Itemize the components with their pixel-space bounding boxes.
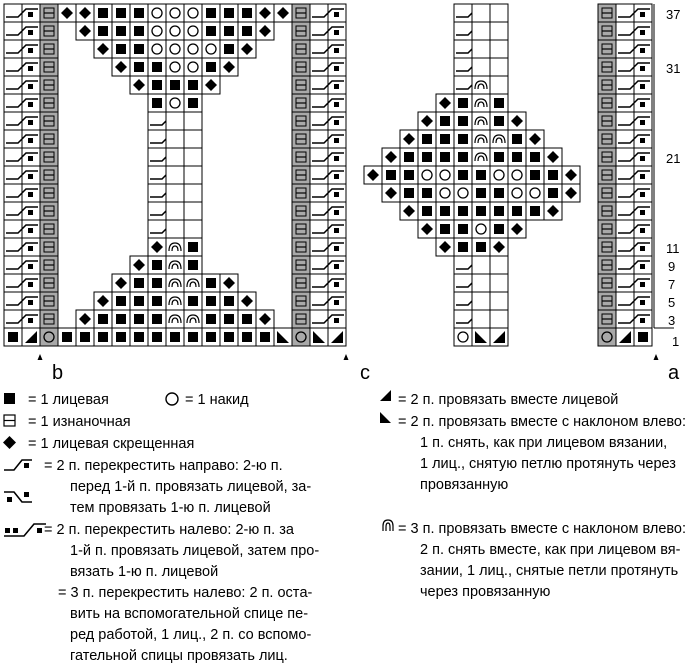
symbol-k — [422, 152, 432, 162]
chart-cell — [166, 220, 184, 238]
symbol-k — [98, 314, 108, 324]
symbol-k — [242, 314, 252, 324]
chart-cell — [454, 310, 472, 328]
chart-cell — [166, 40, 184, 58]
chart-cell — [490, 58, 508, 76]
symbol-k — [530, 152, 540, 162]
legend-sk2p-2: 2 п. снять вместе, как при лицевом вя- — [420, 542, 681, 558]
chart-cell — [184, 22, 202, 40]
chart-cell — [454, 4, 472, 22]
symbol-k — [224, 8, 234, 18]
chart-cell — [454, 22, 472, 40]
symbol-k — [188, 80, 198, 90]
chart-cell — [616, 4, 634, 22]
legend-knit: = 1 лицевая — [28, 392, 109, 408]
chart-cell — [166, 292, 184, 310]
symbol-k — [116, 8, 126, 18]
chart-cell — [454, 76, 472, 94]
symbol-k — [116, 332, 126, 342]
chart-cell — [310, 4, 328, 22]
symbol-k — [206, 278, 216, 288]
chart-cell — [310, 148, 328, 166]
legend-ssk-2: 1 п. снять, как при лицевом вязании, — [420, 435, 668, 451]
chart-cell — [184, 112, 202, 130]
chart-cell — [616, 220, 634, 238]
chart-cell — [166, 58, 184, 76]
symbol-k — [440, 134, 450, 144]
chart-cell — [616, 238, 634, 256]
chart-cell — [310, 310, 328, 328]
chart-cell — [616, 130, 634, 148]
symbol-k — [188, 296, 198, 306]
symbol-k — [494, 206, 504, 216]
chart-cell — [166, 238, 184, 256]
chart-cell — [4, 274, 22, 292]
marker-b: b — [52, 362, 64, 384]
chart-cell — [616, 292, 634, 310]
symbol-k — [242, 8, 252, 18]
chart-cell — [148, 4, 166, 22]
chart-cell — [310, 166, 328, 184]
chart-cell — [148, 40, 166, 58]
chart-cell — [166, 94, 184, 112]
chart-cell — [4, 94, 22, 112]
chart-cell — [202, 40, 220, 58]
legend-cross-left-1: = 2 п. перекрестить налево: 2-ю п. за — [44, 522, 294, 538]
chart-cell — [184, 58, 202, 76]
symbol-k — [116, 26, 126, 36]
chart-cell — [184, 40, 202, 58]
chart-cell — [166, 148, 184, 166]
symbol-k — [440, 152, 450, 162]
chart-cell — [310, 256, 328, 274]
row-number-9: 9 — [668, 259, 676, 274]
symbol-k — [8, 332, 18, 342]
chart-cell — [472, 76, 490, 94]
chart-cell — [616, 22, 634, 40]
symbol-k — [152, 98, 162, 108]
row-number-7: 7 — [668, 277, 676, 292]
chart-cell — [148, 184, 166, 202]
chart-cell — [616, 94, 634, 112]
chart-cell — [4, 256, 22, 274]
chart-cell — [472, 292, 490, 310]
chart-cell — [490, 22, 508, 40]
symbol-k — [476, 170, 486, 180]
symbol-k — [422, 134, 432, 144]
chart-cell — [148, 112, 166, 130]
row-number-5: 5 — [668, 295, 676, 310]
symbol-k — [134, 62, 144, 72]
chart-cell — [4, 40, 22, 58]
legend-cross-right-2: перед 1-й п. провязать лицевой, за- — [70, 479, 312, 495]
chart-cell — [166, 184, 184, 202]
chart-cell — [616, 310, 634, 328]
chart-cell — [148, 130, 166, 148]
symbol-k — [152, 296, 162, 306]
symbol-k — [134, 26, 144, 36]
chart-cell — [310, 274, 328, 292]
chart-cell — [490, 292, 508, 310]
chart-cell — [616, 40, 634, 58]
knit-square-icon — [4, 393, 15, 404]
chart-cell — [490, 4, 508, 22]
chart-cell — [526, 184, 544, 202]
chart-cell — [616, 166, 634, 184]
marker-a: a — [668, 362, 680, 384]
symbol-k — [386, 170, 396, 180]
legend-cross3-2: вить на вспомогательной спице пе- — [70, 606, 309, 622]
symbol-k — [98, 8, 108, 18]
symbol-k — [224, 44, 234, 54]
symbol-k — [98, 332, 108, 342]
chart-cell — [472, 274, 490, 292]
row-number-31: 31 — [666, 61, 681, 76]
symbol-k — [512, 152, 522, 162]
marker-c: c — [360, 362, 370, 384]
chart-cell — [508, 184, 526, 202]
row-number-37: 37 — [666, 7, 681, 22]
chart-cell — [292, 328, 310, 346]
symbol-k — [440, 206, 450, 216]
legend-sk2p-4: через провязанную — [420, 584, 551, 600]
symbol-k — [206, 314, 216, 324]
chart-cell — [4, 184, 22, 202]
symbol-k — [458, 242, 468, 252]
row-number-21: 21 — [666, 151, 681, 166]
symbol-k — [458, 134, 468, 144]
symbol-k — [422, 206, 432, 216]
chart-cell — [4, 166, 22, 184]
symbol-k — [260, 332, 270, 342]
legend-ssk-1: = 2 п. провязать вместе с наклоном влево: — [398, 414, 687, 430]
symbol-k — [476, 188, 486, 198]
chart-cell — [310, 220, 328, 238]
legend-twisted: = 1 лицевая скрещенная — [28, 436, 195, 452]
chart-cell — [166, 274, 184, 292]
symbol-k — [152, 62, 162, 72]
chart-cell — [472, 130, 490, 148]
symbol-k — [188, 242, 198, 252]
symbol-k — [134, 314, 144, 324]
chart-cell — [472, 112, 490, 130]
chart-cell — [4, 130, 22, 148]
chart-cell — [454, 184, 472, 202]
symbol-k — [152, 278, 162, 288]
chart-cell — [184, 166, 202, 184]
chart-cell — [184, 202, 202, 220]
symbol-k — [404, 170, 414, 180]
symbol-k — [152, 80, 162, 90]
legend-sk2p-1: = 3 п. провязать вместе с наклоном влево: — [398, 521, 687, 537]
chart-cell — [508, 166, 526, 184]
chart-cell — [184, 274, 202, 292]
legend-ssk-3: 1 лиц., снятую петлю протянуть через — [420, 456, 676, 472]
chart-cell — [184, 130, 202, 148]
chart-cell — [184, 4, 202, 22]
chart-cell — [616, 202, 634, 220]
symbol-k — [242, 332, 252, 342]
symbol-k — [440, 116, 450, 126]
row-number-3: 3 — [668, 313, 676, 328]
symbol-k — [224, 332, 234, 342]
symbol-k — [116, 44, 126, 54]
chart-cell — [166, 256, 184, 274]
chart-cell — [472, 310, 490, 328]
symbol-k — [224, 26, 234, 36]
chart-cell — [166, 166, 184, 184]
chart-cell — [310, 292, 328, 310]
symbol-k — [458, 170, 468, 180]
chart-cell — [4, 220, 22, 238]
symbol-k — [152, 314, 162, 324]
chart-cell — [184, 220, 202, 238]
symbol-k — [224, 314, 234, 324]
chart-cell — [616, 58, 634, 76]
chart-cell — [148, 220, 166, 238]
chart-cell — [472, 58, 490, 76]
chart-cell — [148, 166, 166, 184]
symbol-k — [206, 26, 216, 36]
symbol-k — [134, 44, 144, 54]
chart-cell — [436, 184, 454, 202]
legend-sk2p-3: зании, 1 лиц., снятые петли протянуть — [420, 563, 679, 579]
symbol-k — [134, 332, 144, 342]
symbol-k — [404, 152, 414, 162]
chart-cell — [490, 76, 508, 94]
legend-cross-left-2: 1-й п. провязать лицевой, затем про- — [70, 543, 320, 559]
legend-cross-left-3: вязать 1-ю п. лицевой — [70, 564, 219, 580]
symbol-k — [152, 260, 162, 270]
symbol-k — [422, 188, 432, 198]
chart-cell — [310, 76, 328, 94]
chart-cell — [454, 58, 472, 76]
legend-k2tog: = 2 п. провязать вместе лицевой — [398, 392, 619, 408]
symbol-k — [134, 278, 144, 288]
symbol-k — [638, 332, 648, 342]
symbol-k — [80, 332, 90, 342]
chart-cell — [490, 40, 508, 58]
cross3-left-icon — [4, 524, 46, 536]
chart-cell — [310, 112, 328, 130]
symbol-k — [62, 332, 72, 342]
chart-cell — [472, 148, 490, 166]
chart-cell — [616, 148, 634, 166]
legend-cross3-1: = 3 п. перекрестить налево: 2 п. остa- — [58, 585, 313, 601]
chart-cell — [616, 184, 634, 202]
chart-cell — [436, 166, 454, 184]
chart-cell — [472, 22, 490, 40]
symbol-k — [188, 260, 198, 270]
symbol-k — [116, 296, 126, 306]
chart-cell — [184, 310, 202, 328]
legend-ssk-4: провязанную — [420, 477, 509, 493]
chart-cell — [40, 328, 58, 346]
chart-cell — [148, 202, 166, 220]
symbol-k — [512, 134, 522, 144]
chart-cell — [4, 148, 22, 166]
symbol-k — [476, 242, 486, 252]
chart-cell — [4, 22, 22, 40]
symbol-k — [152, 332, 162, 342]
twisted-diamond-icon — [3, 436, 16, 449]
chart-cell — [166, 112, 184, 130]
chart-cell — [166, 130, 184, 148]
chart-cell — [148, 22, 166, 40]
chart-cell — [490, 166, 508, 184]
symbol-k — [206, 332, 216, 342]
legend-cross-right-1: = 2 п. перекрестить направо: 2-ю п. — [44, 458, 283, 474]
symbol-k — [548, 170, 558, 180]
chart-cell — [310, 184, 328, 202]
symbol-k — [206, 62, 216, 72]
chart-cell — [454, 292, 472, 310]
chart-cell — [4, 238, 22, 256]
symbol-k — [224, 296, 234, 306]
symbol-k — [188, 332, 198, 342]
chart-cell — [616, 274, 634, 292]
chart-cell — [310, 202, 328, 220]
chart-cell — [472, 256, 490, 274]
chart-cell — [4, 202, 22, 220]
symbol-k — [458, 152, 468, 162]
chart-cell — [598, 328, 616, 346]
chart-cell — [310, 22, 328, 40]
chart-cell — [166, 4, 184, 22]
chart-cell — [490, 130, 508, 148]
symbol-k — [440, 224, 450, 234]
symbol-k — [98, 26, 108, 36]
symbol-k — [458, 98, 468, 108]
chart-cell — [616, 256, 634, 274]
symbol-k — [494, 224, 504, 234]
symbol-k — [494, 116, 504, 126]
chart-cell — [472, 4, 490, 22]
symbol-k — [206, 8, 216, 18]
symbol-k — [188, 98, 198, 108]
symbol-k — [512, 206, 522, 216]
chart-cell — [310, 58, 328, 76]
chart-cell — [616, 76, 634, 94]
symbol-k — [242, 26, 252, 36]
chart-cell — [454, 274, 472, 292]
symbol-k — [116, 314, 126, 324]
legend-yo: = 1 накид — [185, 392, 249, 408]
row-number-1: 1 — [672, 334, 680, 349]
chart-cell — [4, 310, 22, 328]
symbol-k — [530, 206, 540, 216]
symbol-k — [458, 224, 468, 234]
k2tog-icon — [380, 390, 391, 401]
symbol-k — [530, 170, 540, 180]
legend-cross3-4: гательной спицы провязать лиц. — [70, 648, 288, 664]
chart-cell — [454, 328, 472, 346]
symbol-k — [134, 296, 144, 306]
cross-right-icon — [4, 460, 32, 470]
cross-left-icon — [4, 492, 32, 502]
symbol-k — [404, 188, 414, 198]
sk2p-icon — [383, 520, 393, 531]
chart-cell — [148, 148, 166, 166]
chart-cell — [472, 40, 490, 58]
chart-cell — [490, 310, 508, 328]
yo-circle-icon — [166, 393, 178, 405]
row-number-11: 11 — [666, 241, 680, 256]
ssk-icon — [380, 412, 391, 423]
symbol-k — [134, 8, 144, 18]
chart-cell — [310, 94, 328, 112]
symbol-k — [548, 188, 558, 198]
symbol-k — [170, 80, 180, 90]
chart-cell — [4, 58, 22, 76]
chart-cell — [472, 220, 490, 238]
chart-cell — [310, 130, 328, 148]
chart-cell — [166, 310, 184, 328]
chart-cell — [166, 22, 184, 40]
chart-cell — [166, 202, 184, 220]
chart-cell — [310, 238, 328, 256]
legend-cross-right-3: тем провязать 1-ю п. лицевой — [70, 500, 271, 516]
symbol-k — [476, 206, 486, 216]
symbol-k — [170, 332, 180, 342]
symbol-k — [458, 206, 468, 216]
chart-cell — [184, 184, 202, 202]
chart-cell — [454, 256, 472, 274]
chart-cell — [616, 112, 634, 130]
chart-cell — [310, 40, 328, 58]
chart-cell — [4, 292, 22, 310]
chart-cell — [490, 274, 508, 292]
chart-cell — [490, 256, 508, 274]
chart-cell — [4, 76, 22, 94]
chart-cell — [184, 148, 202, 166]
chart-cell — [472, 94, 490, 112]
symbol-k — [458, 116, 468, 126]
chart-cell — [454, 40, 472, 58]
symbol-k — [206, 296, 216, 306]
chart-cell — [4, 4, 22, 22]
legend-cross3-3: ред работой, 1 лиц., 2 п. со вспомо- — [70, 627, 312, 643]
symbol-k — [494, 98, 504, 108]
chart-cell — [418, 166, 436, 184]
symbol-k — [494, 152, 504, 162]
chart-cell — [4, 112, 22, 130]
legend-purl: = 1 изнаночная — [28, 414, 131, 430]
symbol-k — [494, 188, 504, 198]
